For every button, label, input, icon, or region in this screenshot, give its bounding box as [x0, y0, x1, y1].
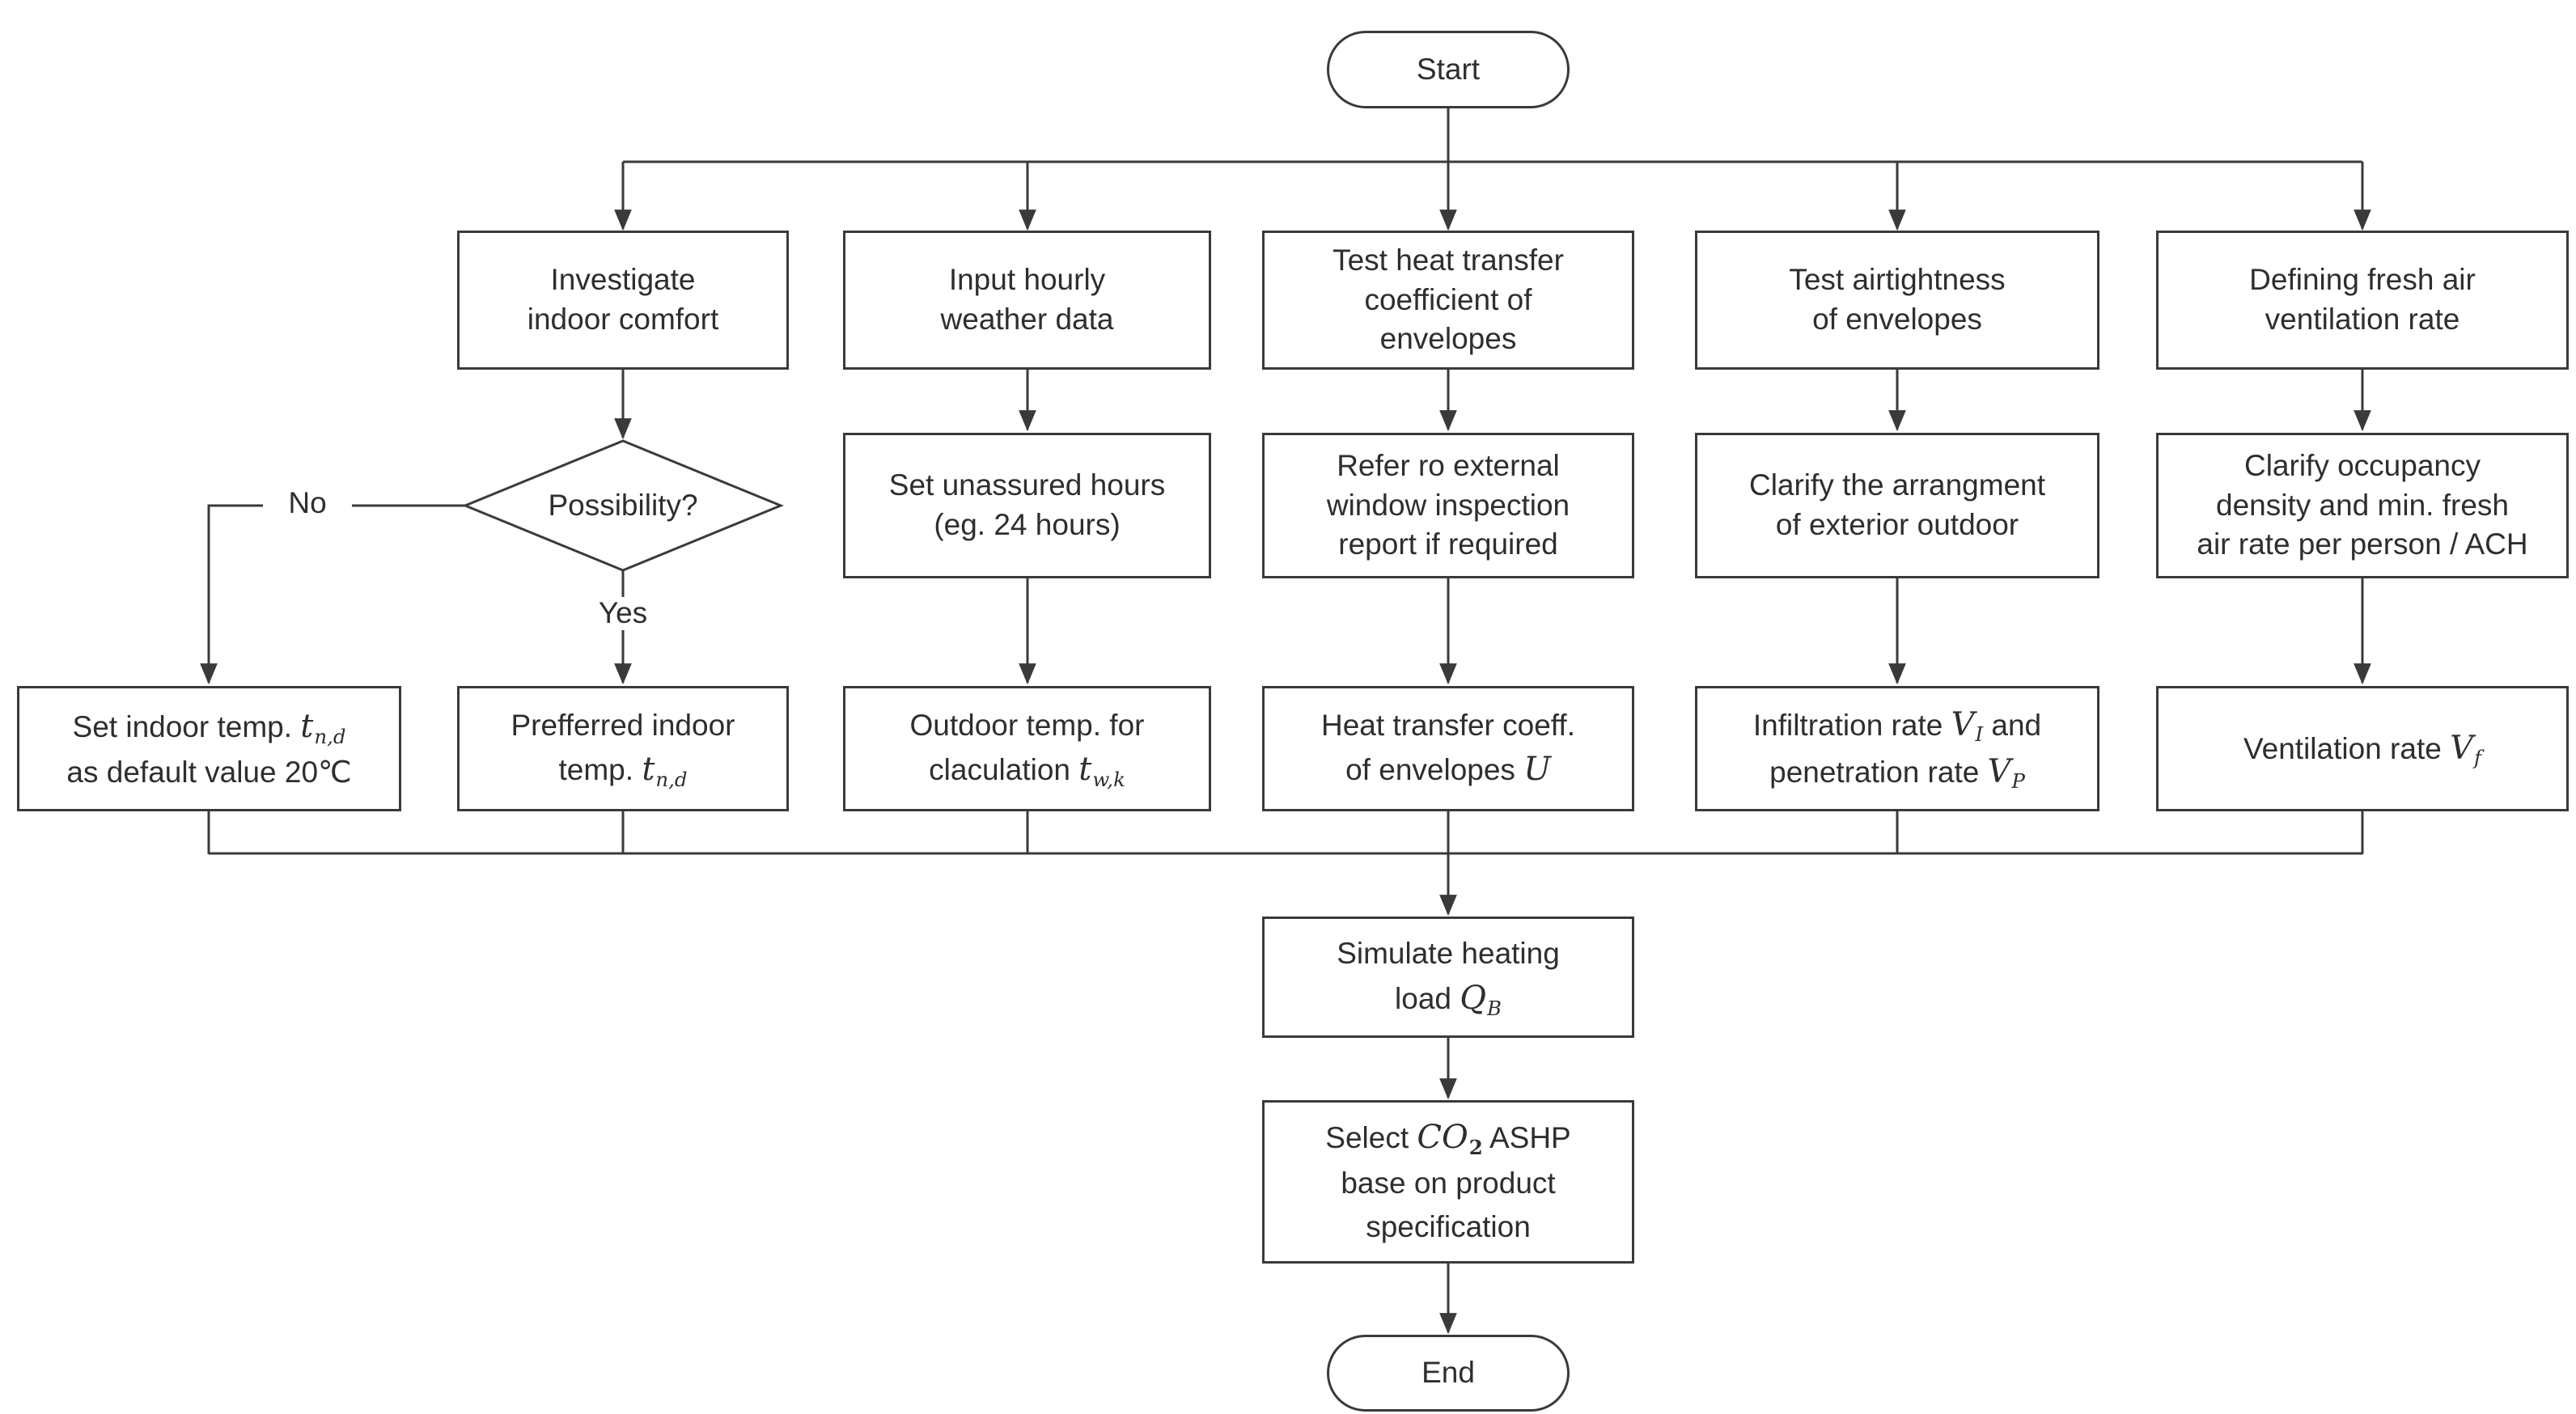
- label-text: Set indoor temp.: [72, 709, 301, 743]
- start-label: Start: [1416, 52, 1481, 86]
- edge-label-no: No: [263, 487, 352, 520]
- math-sub-p: P: [2011, 769, 2025, 794]
- node-input-hourly-weather: [843, 231, 1211, 370]
- node-ventilation-rate: [2156, 686, 2569, 811]
- label-line: Set unassured hours: [888, 468, 1166, 502]
- label-line: Simulate heating: [1337, 937, 1560, 971]
- label-text: ASHP: [1482, 1121, 1571, 1155]
- label-line: envelopes: [1379, 322, 1517, 356]
- label-line: Defining fresh air: [2249, 263, 2476, 297]
- edge-start-rail: [623, 108, 2362, 162]
- label-text: Select: [1325, 1121, 1417, 1155]
- label-text: temp.: [558, 753, 642, 787]
- label-text: penetration rate: [1769, 755, 1988, 789]
- math-sub-b: B: [1487, 996, 1502, 1020]
- label-text: Infiltration rate: [1752, 708, 1951, 742]
- label-line: indoor comfort: [527, 303, 719, 336]
- label-line: Outdoor temp. for: [909, 708, 1145, 742]
- label-line: Input hourly: [948, 263, 1106, 297]
- label-text: of envelopes: [1345, 753, 1524, 787]
- label-line: Refer ro external: [1337, 448, 1560, 482]
- label-line: Heat transfer coeff.: [1321, 708, 1575, 742]
- label-line: base on product: [1341, 1166, 1556, 1200]
- math-var-v: V: [1951, 705, 1975, 743]
- terminator-start: [1327, 31, 1570, 108]
- label-line: Test airtightness: [1789, 263, 2006, 297]
- math-sub-f: f: [2473, 746, 2481, 770]
- label-line: of exterior outdoor: [1775, 508, 2019, 541]
- node-set-unassured-hours: [843, 433, 1211, 578]
- label-line: as default value 20℃: [66, 755, 352, 789]
- label-line: coefficient of: [1364, 282, 1532, 316]
- math-var-v: V: [2450, 729, 2473, 767]
- math-var-v: V: [1987, 752, 2011, 790]
- label-text: Ventilation rate: [2243, 731, 2451, 765]
- node-defining-fresh-air: [2156, 231, 2569, 370]
- terminator-end: [1327, 1335, 1570, 1412]
- label-line: report if required: [1338, 527, 1558, 561]
- edge-label-yes: Yes: [578, 597, 667, 630]
- node-clarify-occupancy: [2156, 433, 2569, 578]
- label-line: Clarify occupancy: [2243, 448, 2481, 482]
- label-line: Test heat transfer: [1332, 243, 1564, 277]
- math-var-q: Q: [1460, 979, 1487, 1017]
- node-clarify-arrangement: [1695, 433, 2099, 578]
- math-sub-nd: n,d: [655, 768, 688, 792]
- node-heat-transfer-coeff: [1262, 686, 1634, 811]
- label-line: Investigate: [550, 263, 696, 297]
- node-simulate-heating-load: [1262, 917, 1634, 1038]
- node-set-indoor-temp-default: [17, 686, 401, 811]
- math-var-t: t: [1078, 751, 1092, 789]
- label-line: weather data: [940, 303, 1114, 336]
- label-text: load: [1395, 981, 1460, 1015]
- node-preferred-indoor-temp: [457, 686, 789, 811]
- math-sub-nd: n,d: [314, 724, 346, 748]
- decision-possibility: [465, 449, 781, 562]
- end-label: End: [1421, 1356, 1475, 1390]
- math-var-t: t: [300, 707, 314, 745]
- label-line: window inspection: [1326, 488, 1570, 522]
- node-outdoor-temp-calculation: [843, 686, 1211, 811]
- node-investigate-indoor-comfort: [457, 231, 789, 370]
- node-refer-external-window: [1262, 433, 1634, 578]
- math-var-t: t: [642, 751, 655, 789]
- math-sub-wk: w,k: [1092, 768, 1125, 792]
- label-line: of envelopes: [1812, 303, 1982, 336]
- label-line: ventilation rate: [2265, 303, 2460, 336]
- math-sub-i: I: [1975, 722, 1984, 747]
- decision-label: Possibility?: [548, 489, 698, 522]
- math-var-u: U: [1523, 751, 1551, 789]
- node-test-airtightness: [1695, 231, 2099, 370]
- edge-merge-drops: [209, 811, 2362, 854]
- label-line: Clarify the arrangment: [1748, 468, 2046, 502]
- math-sub-2: 2: [1468, 1136, 1483, 1160]
- node-test-heat-transfer: [1262, 231, 1634, 370]
- node-infiltration-penetration: [1695, 686, 2099, 811]
- label-line: density and min. fresh: [2216, 488, 2509, 522]
- label-line: air rate per person / ACH: [2197, 527, 2528, 561]
- label-line: Prefferred indoor: [511, 708, 735, 742]
- math-var-co: CO: [1417, 1119, 1468, 1157]
- edge-possibility-no: [209, 506, 465, 683]
- label-text: claculation: [929, 753, 1079, 787]
- node-select-co2-ashp: [1262, 1100, 1634, 1264]
- label-text: and: [1983, 708, 2042, 742]
- label-line: (eg. 24 hours): [934, 508, 1121, 541]
- label-line: specification: [1366, 1209, 1531, 1243]
